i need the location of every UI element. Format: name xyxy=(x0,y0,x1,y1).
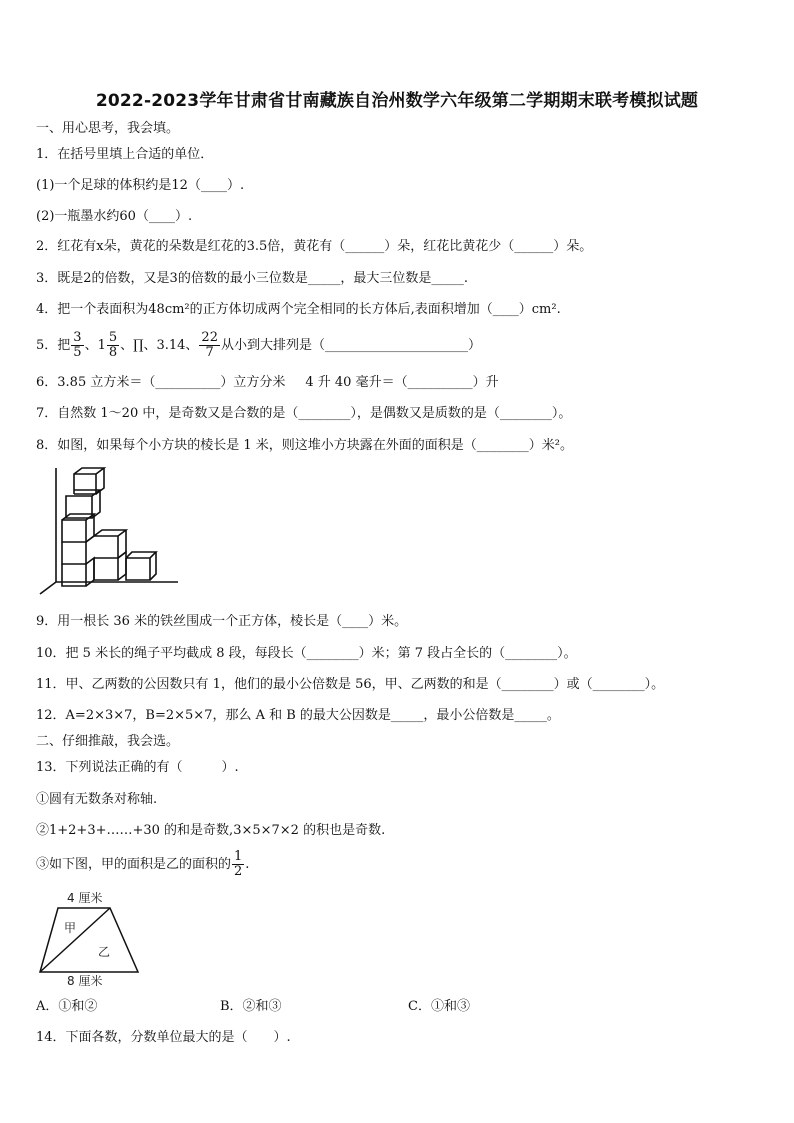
trapezoid-bottom-label: 8 厘米 xyxy=(67,974,103,988)
question-2: 2．红花有x朵，黄花的朵数是红花的3.5倍，黄花有（______）朵，红花比黄花少（______）朵。 xyxy=(36,239,593,254)
trapezoid-figure xyxy=(34,888,144,988)
yi-label: 乙 xyxy=(98,945,111,959)
statement-3-text: ③如下图，甲的面积是乙的面积的 xyxy=(36,857,232,872)
question-14: 14．下面各数，分数单位最大的是（ ）. xyxy=(36,1030,291,1045)
fraction-5-8: $\frac{5}{8}$ xyxy=(108,330,118,360)
question-3: 3．既是2的倍数，又是3的倍数的最小三位数是_____，最大三位数是_____. xyxy=(36,271,468,286)
choice-c[interactable]: C．①和③ xyxy=(408,999,470,1014)
question-7: 7．自然数 1～20 中，是奇数又是合数的是（________），是偶数又是质数的是（________）。 xyxy=(36,406,572,421)
question-1-part-2: (2)一瓶墨水约60（____）. xyxy=(36,209,193,224)
question-4: 4．把一个表面积为48cm²的正方体切成两个完全相同的长方体后,表面积增加（____）cm². xyxy=(36,302,561,317)
question-13: 13．下列说法正确的有（ ）. xyxy=(36,760,239,775)
trapezoid-top-label: 4 厘米 xyxy=(67,891,103,905)
statement-1: ①圆有无数条对称轴. xyxy=(36,792,158,807)
page-title: 2022-2023学年甘肃省甘南藏族自治州数学六年级第二学期期末联考模拟试题 xyxy=(95,91,699,111)
q6-part-a: 6．3.85 立方米＝（__________）立方分米 xyxy=(36,375,286,390)
q5-sep: 、1 xyxy=(84,338,106,353)
statement-3-end: . xyxy=(245,857,250,872)
jia-label: 甲 xyxy=(64,921,77,935)
question-10: 10．把 5 米长的绳子平均截成 8 段，每段长（________）米；第 7 段占全长的（________）。 xyxy=(36,646,577,661)
choice-b[interactable]: B．②和③ xyxy=(220,999,282,1014)
fraction-22-7: $\frac{22}{7}$ xyxy=(201,330,218,360)
question-6 xyxy=(36,374,499,392)
question-5 xyxy=(36,328,481,364)
cube-stack-figure xyxy=(36,466,186,598)
question-1: 1．在括号里填上合适的单位． xyxy=(36,147,214,162)
fraction-3-5: $\frac{3}{5}$ xyxy=(73,330,82,360)
statement-2: ②1+2+3+……+30 的和是奇数,3×5×7×2 的积也是奇数. xyxy=(36,823,386,838)
section-heading-2: 二、仔细推敲，我会选。 xyxy=(36,734,180,749)
question-8: 8．如图，如果每个小方块的棱长是 1 米，则这堆小方块露在外面的面积是（________）米²。 xyxy=(36,438,574,453)
choice-a[interactable]: A．①和② xyxy=(36,999,98,1014)
q5-suffix: 从小到大排列是（______________________） xyxy=(220,338,481,353)
section-heading-1: 一、用心思考，我会填。 xyxy=(36,121,180,136)
question-12: 12．A=2×3×7，B=2×5×7，那么 A 和 B 的最大公因数是_____，最小公倍数是_____。 xyxy=(36,708,560,723)
q6-part-b: 4 升 40 毫升＝（__________）升 xyxy=(305,375,499,390)
question-1-part-1: (1)一个足球的体积约是12（____）. xyxy=(36,178,245,193)
fraction-1-2: $\frac{1}{2}$ xyxy=(234,849,243,879)
q5-mid: 、∏、3.14、 xyxy=(120,338,199,353)
statement-3 xyxy=(36,846,249,884)
question-9: 9．用一根长 36 米的铁丝围成一个正方体，棱长是（____）米。 xyxy=(36,614,408,629)
question-11: 11．甲、乙两数的公因数只有 1，他们的最小公倍数是 56，甲、乙两数的和是（________）或（________）。 xyxy=(36,677,665,692)
q5-prefix: 5．把 xyxy=(36,338,71,353)
